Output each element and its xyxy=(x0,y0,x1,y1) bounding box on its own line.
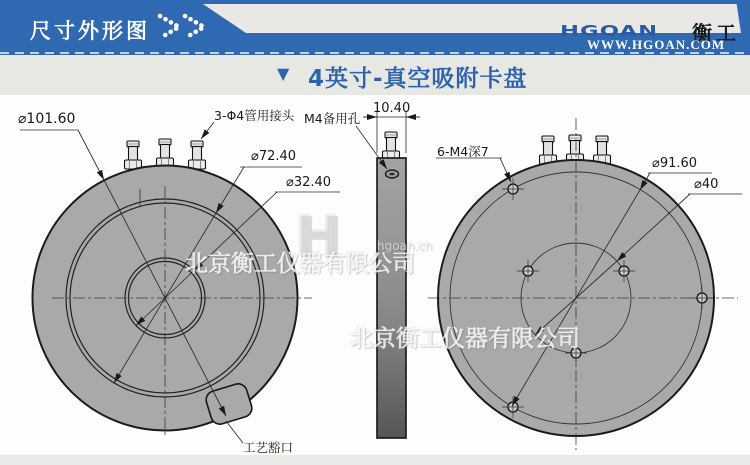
label-fitting-note: 3-Φ4管用接头 xyxy=(214,108,295,123)
product-subtitle: 4英寸-真空吸附卡盘 xyxy=(308,66,528,92)
label-bore-diameter: ⌀32.40 xyxy=(286,175,332,190)
label-inner-bolt-circle-diameter: ⌀40 xyxy=(694,177,719,192)
page-title: 尺寸外形图 xyxy=(30,19,150,43)
label-groove-diameter: ⌀72.40 xyxy=(251,149,297,164)
label-outer-diameter: ⌀101.60 xyxy=(18,111,76,127)
watermark-monogram: H xyxy=(295,205,342,270)
watermark-site: hgoan.cn xyxy=(377,239,433,253)
subtitle-bar xyxy=(0,57,750,95)
triangle-down-icon: ▼ xyxy=(277,64,290,83)
label-thickness: 10.40 xyxy=(373,101,411,116)
bottom-strip xyxy=(0,455,750,465)
label-bolt-circle-diameter: ⌀91.60 xyxy=(652,156,698,171)
label-tapped-holes-note: 6-M4深7 xyxy=(437,144,489,159)
label-spare-hole-note: M4备用孔 xyxy=(304,111,361,126)
header-banner xyxy=(0,0,750,57)
watermark-company-1: 北京衡工仪器有限公司 xyxy=(185,251,415,277)
brand-logo: HGOAN xyxy=(560,22,659,40)
website-url: WWW.HGOAN.COM xyxy=(587,37,726,52)
watermark-company-2: 北京衡工仪器有限公司 xyxy=(350,326,580,352)
side-body xyxy=(377,158,406,438)
label-notch-note: 工艺豁口 xyxy=(243,440,294,455)
brand-logo-cn: 衡工 xyxy=(692,21,740,45)
front-view xyxy=(20,122,340,443)
